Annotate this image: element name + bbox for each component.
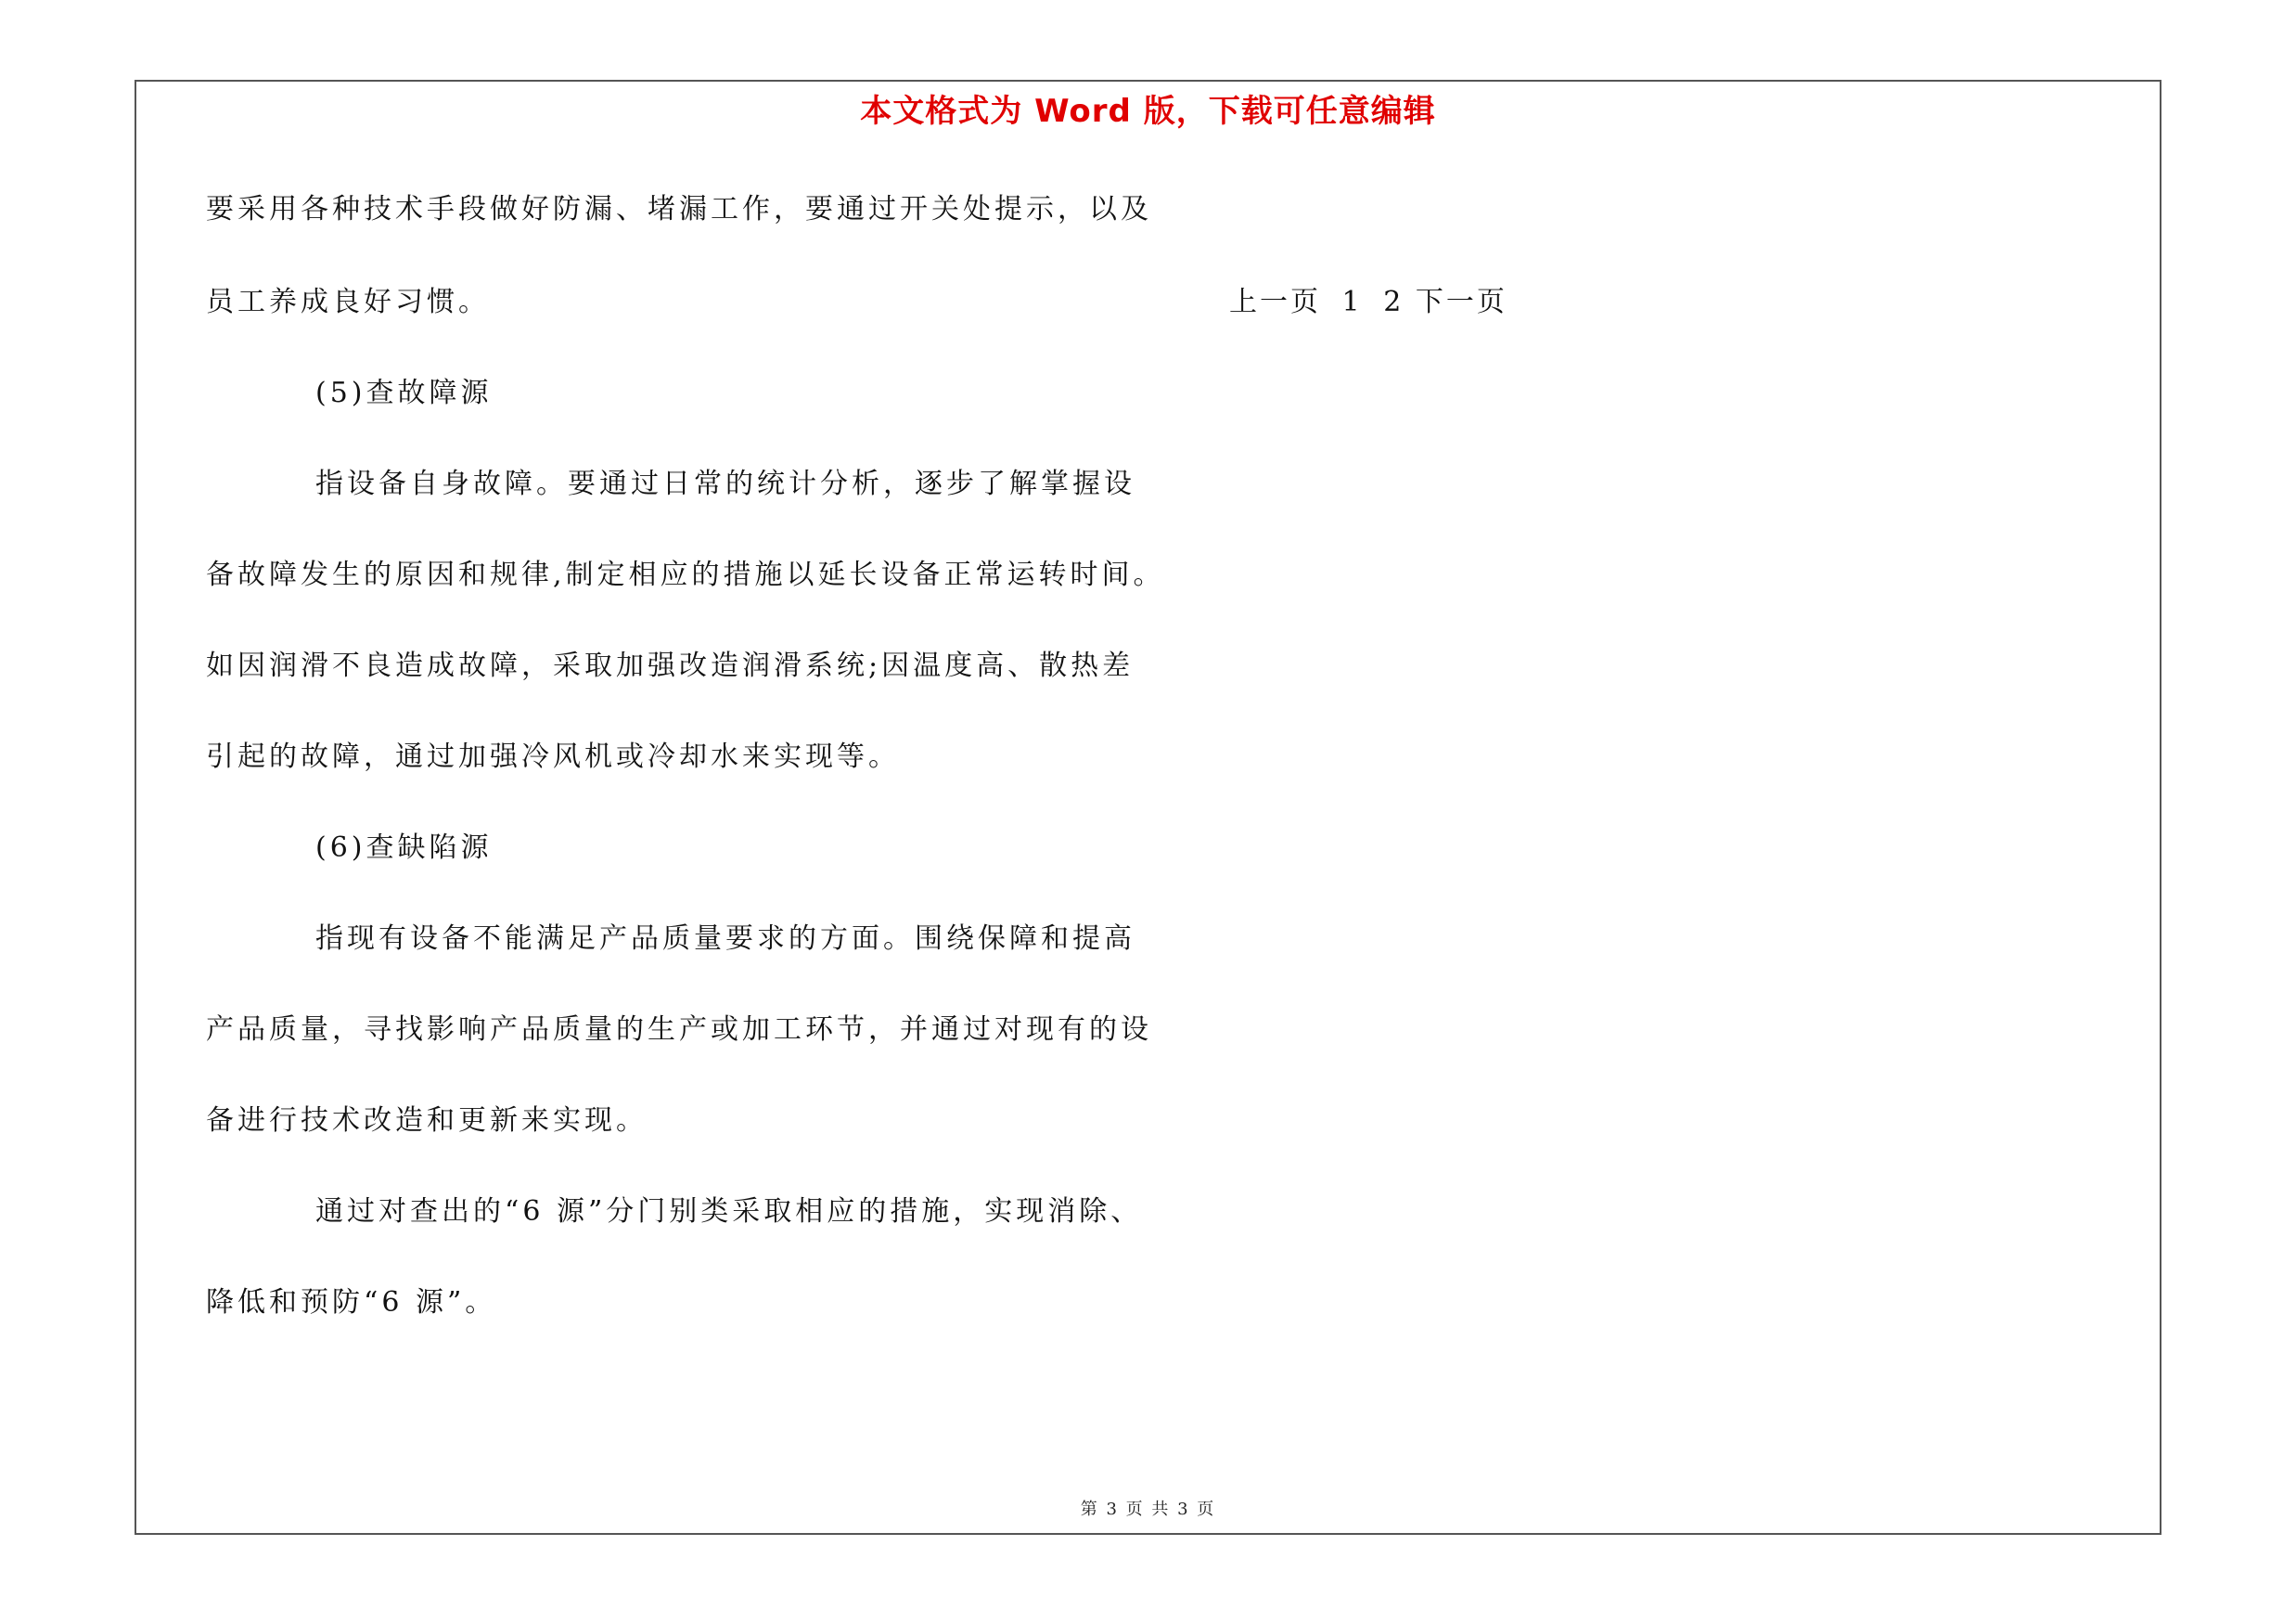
next-page-link[interactable]: 下一页 [1415, 286, 1507, 318]
body-line-10: 产品质量，寻找影响产品质量的生产或加工环节，并通过对现有的设 [206, 1013, 1152, 1046]
body-line-12: 通过对查出的“6 源”分门别类采取相应的措施，实现消除、 [315, 1195, 1143, 1228]
body-line-11: 备进行技术改造和更新来实现。 [206, 1104, 648, 1137]
section-heading-5: (5)查故障源 [315, 377, 493, 409]
body-line-6: 如因润滑不良造成故障，采取加强改造润滑系统;因温度高、散热差 [206, 650, 1135, 682]
page-link-1[interactable]: 1 [1341, 286, 1363, 318]
page-link-2[interactable]: 2 [1383, 286, 1405, 318]
body-line-7: 引起的故障，通过加强冷风机或冷却水来实现等。 [206, 741, 900, 773]
body-line-13: 降低和预防“6 源”。 [206, 1286, 497, 1319]
prev-page-link[interactable]: 上一页 [1229, 286, 1321, 318]
body-line-1: 要采用各种技术手段做好防漏、堵漏工作，要通过开关处提示，以及 [206, 193, 1152, 225]
body-line-5: 备故障发生的原因和规律,制定相应的措施以延长设备正常运转时间。 [206, 559, 1165, 591]
word-format-banner: 本文格式为 Word 版，下载可任意编辑 [860, 93, 1436, 130]
pagination [1229, 286, 1507, 319]
section-heading-6: (6)查缺陷源 [315, 831, 493, 864]
page-footer: 第 3 页 共 3 页 [1080, 1500, 1216, 1519]
body-line-2: 员工养成良好习惯。 [206, 286, 490, 318]
body-line-4: 指设备自身故障。要通过日常的统计分析，逐步了解掌握设 [315, 468, 1135, 500]
body-line-9: 指现有设备不能满足产品质量要求的方面。围绕保障和提高 [315, 922, 1135, 955]
